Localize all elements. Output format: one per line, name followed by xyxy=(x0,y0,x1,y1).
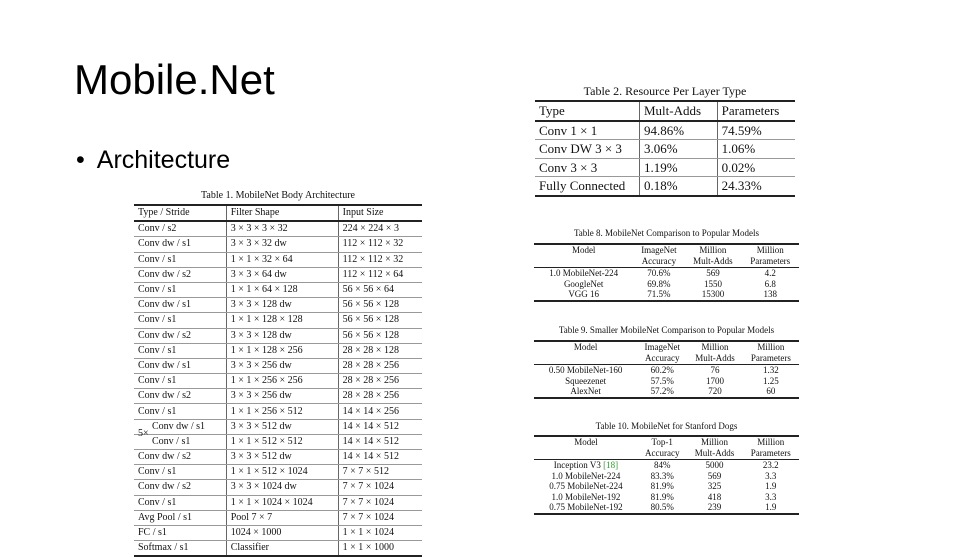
table-cell: 83.3% xyxy=(650,470,674,481)
table-cell: 7 × 7 × 512 xyxy=(338,465,422,480)
table-cell: 1 × 1 × 1024 × 1024 xyxy=(226,495,338,510)
table-cell: 56 × 56 × 128 xyxy=(338,313,422,328)
table-row xyxy=(134,252,422,267)
table-cell: 0.75 MobileNet-224 xyxy=(549,481,623,491)
table-cell: 3.06% xyxy=(640,140,718,159)
table-cell: 3 × 3 × 1024 dw xyxy=(226,480,338,495)
table-cell: 1.0 MobileNet-224 xyxy=(551,470,621,481)
table-cell: 84% xyxy=(653,460,671,470)
table-row xyxy=(534,279,799,290)
table1-header-row xyxy=(134,205,422,221)
table-cell: 94.86% xyxy=(640,121,718,140)
table8-comparison xyxy=(534,243,799,302)
table-cell: 7 × 7 × 1024 xyxy=(338,495,422,510)
table-cell: 239 xyxy=(687,502,743,514)
table-cell: Squeezenet xyxy=(565,375,607,386)
table-row xyxy=(134,450,422,465)
table-cell: Conv / s1 xyxy=(134,465,226,480)
table-cell: 1.32 xyxy=(763,365,779,375)
table-row xyxy=(134,374,422,389)
table-row xyxy=(134,313,422,328)
table-row xyxy=(134,267,422,282)
table-cell: 28 × 28 × 256 xyxy=(338,374,422,389)
table-cell: 23.2 xyxy=(762,460,779,470)
table-cell: 28 × 28 × 256 xyxy=(338,389,422,404)
table-cell: 0.50 MobileNet-160 xyxy=(548,365,623,375)
table-row xyxy=(534,268,799,279)
column-header: ImageNet xyxy=(637,341,687,353)
table-cell: 325 xyxy=(707,481,722,491)
table-cell: 6.8 xyxy=(764,278,776,289)
table-cell: 28 × 28 × 256 xyxy=(338,358,422,373)
table-cell: 3 × 3 × 128 dw xyxy=(226,328,338,343)
repeat-type: Conv dw / s1 xyxy=(152,420,206,432)
table-row xyxy=(534,376,799,387)
table-row xyxy=(534,471,799,482)
table-cell: Conv dw / s2 xyxy=(134,450,226,465)
column-header: Model xyxy=(534,244,633,256)
table-cell: 1 × 1 × 256 × 256 xyxy=(226,374,338,389)
table-cell: Conv / s1 xyxy=(134,313,226,328)
table1-header-input: Input Size xyxy=(338,205,422,221)
slide-title: Mobile.Net xyxy=(74,56,275,103)
table-cell: 720 xyxy=(687,386,743,398)
table-cell: 15300 xyxy=(684,289,741,301)
table-cell: 1 × 1 × 64 × 128 xyxy=(226,282,338,297)
table-cell: Conv dw / s2 xyxy=(134,389,226,404)
table-row xyxy=(534,365,799,376)
table-cell: 3 × 3 × 64 dw xyxy=(226,267,338,282)
table-cell: Conv dw / s2 xyxy=(134,267,226,282)
table-cell: 1 × 1 × 128 × 128 xyxy=(226,313,338,328)
table-cell: 3.3 xyxy=(765,470,777,481)
table-cell: 569 xyxy=(706,268,720,278)
table-cell: 112 × 112 × 64 xyxy=(338,267,422,282)
table-cell: 1550 xyxy=(703,278,722,289)
table-row xyxy=(134,358,422,373)
table-row xyxy=(134,480,422,495)
table-cell: 1700 xyxy=(705,375,724,386)
table-cell: 1.9 xyxy=(765,481,777,491)
table-cell: 14 × 14 × 512 xyxy=(338,434,422,449)
table-cell: 1 × 1 × 256 × 512 xyxy=(226,404,338,419)
table-cell: Conv / s2 xyxy=(134,221,226,237)
table-row xyxy=(134,404,422,419)
column-subheader: Accuracy xyxy=(637,353,687,365)
table-cell: 1 × 1 × 32 × 64 xyxy=(226,252,338,267)
table-cell: 1.06% xyxy=(717,140,795,159)
table-cell: Conv 3 × 3 xyxy=(535,158,640,177)
bullet-symbol: • xyxy=(76,146,85,174)
table2-header-multadds: Mult-Adds xyxy=(640,101,718,121)
table-cell: 1 × 1 × 128 × 256 xyxy=(226,343,338,358)
table-row xyxy=(534,502,799,514)
table-cell: 1 × 1 × 1024 xyxy=(338,525,422,540)
header-row xyxy=(534,244,799,256)
table-cell: 24.33% xyxy=(717,177,795,196)
column-header: Million xyxy=(684,244,741,256)
table-cell: Avg Pool / s1 xyxy=(134,510,226,525)
table-cell: 3.3 xyxy=(765,491,777,502)
column-header: Top-1 xyxy=(638,436,687,448)
table2-body xyxy=(535,121,795,196)
table-cell: 1024 × 1000 xyxy=(226,525,338,540)
table-row xyxy=(134,541,422,557)
table2-header-params: Parameters xyxy=(717,101,795,121)
table-row-repeat xyxy=(134,434,422,449)
repeat-multiplier: 5× xyxy=(138,427,149,439)
table1-header-type: Type / Stride xyxy=(134,205,226,221)
table-cell: Conv / s1 xyxy=(134,282,226,297)
table-row xyxy=(134,237,422,252)
table-cell: 57.5% xyxy=(650,375,674,386)
table-cell: 80.5% xyxy=(638,502,687,514)
column-subheader: Accuracy xyxy=(633,256,684,268)
table-cell: 60.2% xyxy=(650,365,674,375)
table1-caption: Table 1. MobileNet Body Architecture xyxy=(201,190,355,201)
table-row-repeat xyxy=(134,419,422,434)
table-row xyxy=(535,158,795,177)
table-cell: 7 × 7 × 1024 xyxy=(338,510,422,525)
table-cell: 1.0 MobileNet-192 xyxy=(551,491,621,502)
header-row xyxy=(534,341,799,353)
table-cell: 81.9% xyxy=(650,481,674,491)
column-header: Million xyxy=(743,341,799,353)
table-row xyxy=(535,177,795,196)
column-subheader: Parameters xyxy=(741,256,799,268)
table-cell: Conv dw / s1 xyxy=(134,298,226,313)
header-row xyxy=(534,436,799,448)
column-subheader: Accuracy xyxy=(638,448,687,460)
table-cell: 56 × 56 × 64 xyxy=(338,282,422,297)
column-header: Million xyxy=(742,436,799,448)
table-cell: Softmax / s1 xyxy=(134,541,226,557)
table-cell: 3 × 3 × 256 dw xyxy=(226,358,338,373)
table-cell: 28 × 28 × 128 xyxy=(338,343,422,358)
column-subheader: Mult-Adds xyxy=(687,448,743,460)
table-cell: 1.25 xyxy=(763,375,779,386)
table-cell: 0.18% xyxy=(640,177,718,196)
subheader-row xyxy=(534,448,799,460)
table-cell: FC / s1 xyxy=(134,525,226,540)
table-cell: 81.9% xyxy=(650,491,674,502)
table-row xyxy=(534,289,799,301)
table-cell: 71.5% xyxy=(633,289,684,301)
table-cell: Conv / s1 xyxy=(134,495,226,510)
table-row xyxy=(534,460,799,471)
table-cell: VGG 16 xyxy=(534,289,633,301)
table-row xyxy=(535,121,795,140)
table-cell: 1 × 1 × 512 × 1024 xyxy=(226,465,338,480)
table8-caption: Table 8. MobileNet Comparison to Popular Models xyxy=(573,228,760,238)
column-subheader: Mult-Adds xyxy=(684,256,741,268)
table-cell xyxy=(134,419,226,439)
table-row xyxy=(534,386,799,398)
table-cell: Conv / s1 xyxy=(134,404,226,419)
column-header: Model xyxy=(534,436,638,448)
table-cell: Conv dw / s1 xyxy=(134,237,226,252)
table1-architecture xyxy=(134,204,422,557)
table-cell: 3 × 3 × 256 dw xyxy=(226,389,338,404)
table-cell: 3 × 3 × 32 dw xyxy=(226,237,338,252)
column-header: Million xyxy=(687,341,743,353)
table1-header-filter: Filter Shape xyxy=(226,205,338,221)
table-cell: 76 xyxy=(710,365,720,375)
table-cell: 418 xyxy=(707,491,722,502)
column-header: Million xyxy=(741,244,799,256)
table-cell: 1 × 1 × 512 × 512 xyxy=(226,434,338,449)
table-row xyxy=(134,525,422,540)
table-cell: 57.2% xyxy=(637,386,687,398)
column-header: Million xyxy=(687,436,743,448)
table10-caption: Table 10. MobileNet for Stanford Dogs xyxy=(595,421,738,431)
column-subheader: Mult-Adds xyxy=(687,353,743,365)
table-cell: AlexNet xyxy=(534,386,637,398)
table-row xyxy=(134,328,422,343)
table-cell: GoogleNet xyxy=(563,278,604,289)
table2-resource xyxy=(535,100,795,197)
table-row xyxy=(134,343,422,358)
table-cell: Conv / s1 xyxy=(134,374,226,389)
table-cell: 3 × 3 × 512 dw xyxy=(226,450,338,465)
table-cell: 3 × 3 × 128 dw xyxy=(226,298,338,313)
table-row xyxy=(134,389,422,404)
column-subheader: Parameters xyxy=(742,448,799,460)
table2-header-type: Type xyxy=(535,101,640,121)
table-cell: Classifier xyxy=(226,541,338,557)
table-row xyxy=(134,298,422,313)
table-cell: Pool 7 × 7 xyxy=(226,510,338,525)
table-cell: Conv 1 × 1 xyxy=(535,121,640,140)
table-cell: 5000 xyxy=(705,460,724,470)
column-subheader xyxy=(534,448,638,460)
table-cell: Conv / s1 xyxy=(134,343,226,358)
table-cell: 4.2 xyxy=(764,268,776,278)
table-cell: 112 × 112 × 32 xyxy=(338,237,422,252)
table-cell: 112 × 112 × 32 xyxy=(338,252,422,267)
table-cell: 74.59% xyxy=(717,121,795,140)
column-subheader xyxy=(534,256,633,268)
subheader-row xyxy=(534,353,799,365)
column-header: ImageNet xyxy=(633,244,684,256)
table-row xyxy=(134,510,422,525)
table-row xyxy=(534,481,799,492)
table2-header-row xyxy=(535,101,795,121)
table-cell: 138 xyxy=(741,289,799,301)
table-cell: Inception V3 [18] xyxy=(553,460,619,470)
table-cell: 7 × 7 × 1024 xyxy=(338,480,422,495)
citation-link[interactable]: [18] xyxy=(600,460,619,470)
table-cell: Fully Connected xyxy=(535,177,640,196)
table-cell: 1.9 xyxy=(742,502,799,514)
table-cell: Conv / s1 xyxy=(134,252,226,267)
bullet-item xyxy=(76,146,230,175)
table-cell: 1.19% xyxy=(640,158,718,177)
table-cell: 14 × 14 × 512 xyxy=(338,450,422,465)
table-row xyxy=(134,221,422,237)
table-cell: 3 × 3 × 3 × 32 xyxy=(226,221,338,237)
table-cell: 56 × 56 × 128 xyxy=(338,328,422,343)
table-cell: 224 × 224 × 3 xyxy=(338,221,422,237)
column-subheader: Parameters xyxy=(743,353,799,365)
table9-smaller-comparison xyxy=(534,340,799,399)
table-row xyxy=(534,492,799,503)
table-cell: 3 × 3 × 512 dw xyxy=(226,419,338,434)
table-cell: 56 × 56 × 128 xyxy=(338,298,422,313)
table1-body xyxy=(134,221,422,556)
repeat-type: Conv / s1 xyxy=(152,435,191,447)
table-cell: 1 × 1 × 1000 xyxy=(338,541,422,557)
table-row xyxy=(535,140,795,159)
table2-caption: Table 2. Resource Per Layer Type xyxy=(583,84,747,98)
table-cell: 569 xyxy=(707,470,722,481)
table-row xyxy=(134,465,422,480)
table10-stanford-dogs xyxy=(534,435,799,515)
column-header: Model xyxy=(534,341,637,353)
table-row xyxy=(134,282,422,297)
table-cell: 1.0 MobileNet-224 xyxy=(549,268,619,278)
table-cell: 14 × 14 × 512 xyxy=(338,419,422,434)
table-cell: 0.75 MobileNet-192 xyxy=(534,502,638,514)
table-cell: 70.6% xyxy=(647,268,671,278)
table9-caption: Table 9. Smaller MobileNet Comparison to Popular Models xyxy=(558,325,775,335)
table-cell: 0.02% xyxy=(717,158,795,177)
table-cell: Conv DW 3 × 3 xyxy=(535,140,640,159)
table-cell: Conv dw / s2 xyxy=(134,328,226,343)
column-subheader xyxy=(534,353,637,365)
subheader-row xyxy=(534,256,799,268)
table-cell: 60 xyxy=(743,386,799,398)
table-cell: 14 × 14 × 256 xyxy=(338,404,422,419)
table-cell: Conv dw / s1 xyxy=(134,358,226,373)
table-cell: 69.8% xyxy=(647,278,671,289)
table-row xyxy=(134,495,422,510)
table-cell: Conv dw / s2 xyxy=(134,480,226,495)
bullet-text: Architecture xyxy=(96,146,231,174)
